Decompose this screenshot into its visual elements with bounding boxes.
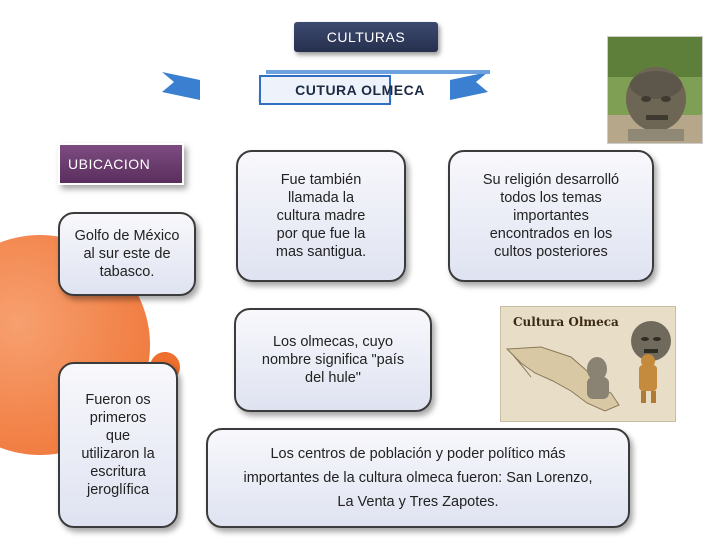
mother-culture-box [236, 150, 406, 282]
writing-box [58, 362, 178, 528]
section-label: UBICACION [68, 156, 151, 172]
title-banner [160, 66, 490, 110]
header-title: CULTURAS [326, 29, 406, 45]
writing-text: Fueron os primeros que utilizaron la escritura jeroglífica [81, 392, 155, 498]
header-title-tab [294, 22, 438, 52]
location-text: Golfo de México al sur este de tabasco. [74, 228, 180, 280]
religion-text: Su religión desarrolló todos los temas importantes encontrados en los cultos posteriores [482, 172, 620, 260]
population-centers-box [206, 428, 630, 528]
olmec-head-photo [607, 36, 703, 144]
mother-culture-text: Fue también llamada la cultura madre por que fue la mas santigua. [275, 172, 367, 260]
name-meaning-box [234, 308, 432, 412]
map-caption: Cultura Olmeca [513, 315, 619, 329]
name-meaning-text: Los olmecas, cuyo nombre significa "país del hule" [261, 334, 405, 386]
banner-title: CUTURA OLMECA [295, 82, 425, 98]
population-centers-text: Los centros de población y poder político más importantes de la cultura olmeca fueron: San Lorenzo, La Venta y Tres Zapotes. [243, 446, 593, 510]
section-label-tab [58, 143, 184, 185]
olmec-map-image [500, 306, 676, 422]
religion-box [448, 150, 654, 282]
location-box [58, 212, 196, 296]
